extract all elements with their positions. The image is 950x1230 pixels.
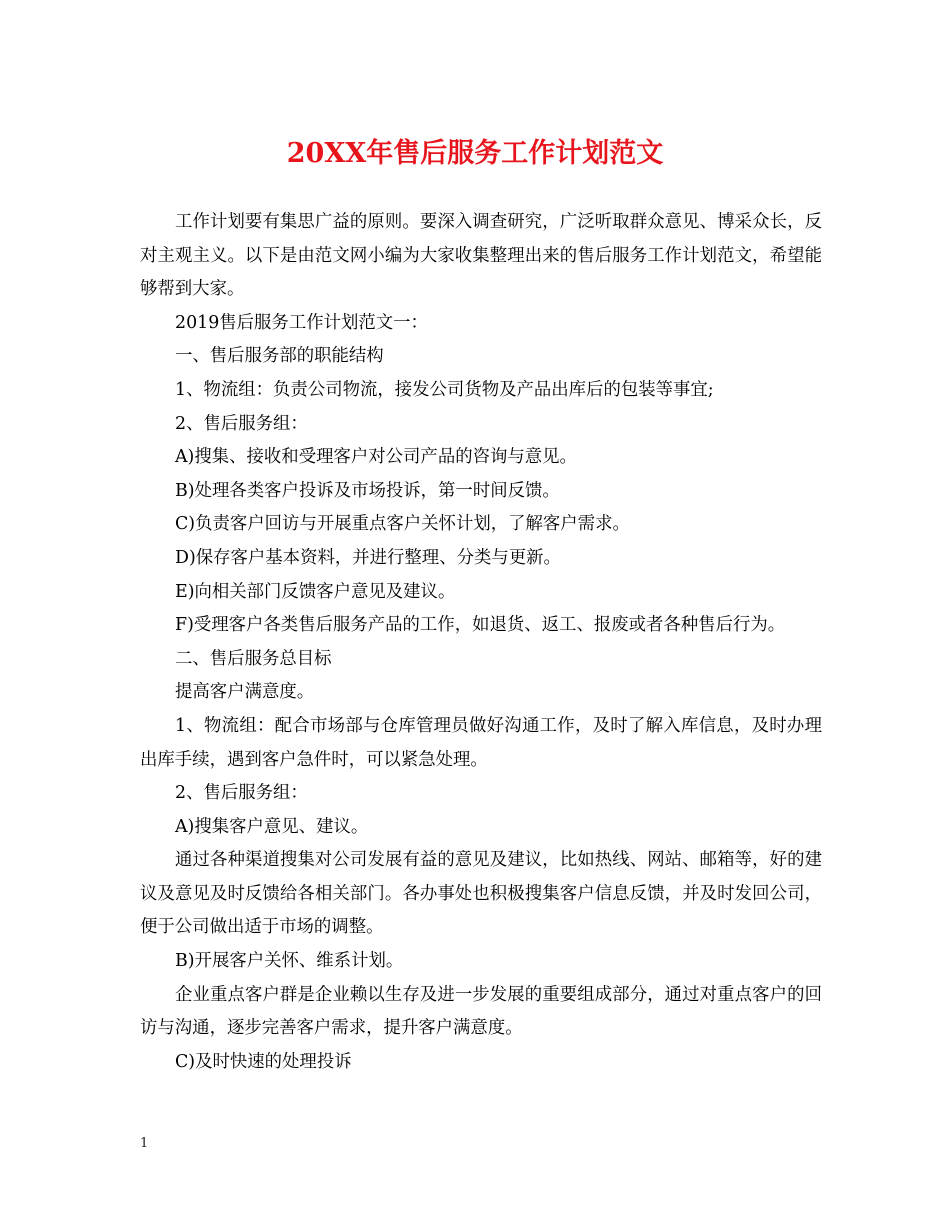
paragraph-item-b: B)处理各类客户投诉及市场投诉，第一时间反馈。 (175, 480, 560, 501)
paragraph-item-a: A)搜集、接收和受理客户对公司产品的咨询与意见。 (175, 447, 577, 468)
paragraph-item-d: D)保存客户基本资料，并进行整理、分类与更新。 (175, 547, 561, 568)
paragraph-heading-goal: 二、售后服务总目标 (175, 648, 332, 669)
paragraph-goal-a: A)搜集客户意见、建议。 (175, 816, 369, 837)
document-body (140, 206, 822, 1079)
paragraph-item-e: E)向相关部门反馈客户意见及建议。 (175, 581, 456, 602)
page-number: 1 (140, 1136, 149, 1151)
paragraph-logistics-duty: 1、物流组：负责公司物流，接发公司货物及产品出库后的包装等事宜; (175, 379, 714, 400)
paragraph-section-heading: 2019售后服务工作计划范文一： (175, 312, 428, 333)
paragraph-goal-a-detail: 通过各种渠道搜集对公司发展有益的意见及建议，比如热线、网站、邮箱等，好的建议及意见及时反馈给各相关部门。各办事处也积极搜集客户信息反馈，并及时发回公司，便于公司做出适于市场的调整。 (140, 850, 822, 938)
paragraph-service-group: 2、售后服务组： (175, 413, 308, 434)
paragraph-goal-c: C)及时快速的处理投诉 (175, 1051, 352, 1072)
paragraph-goal-b: B)开展客户关怀、维系计划。 (175, 951, 404, 972)
paragraph-intro: 工作计划要有集思广益的原则。要深入调查研究，广泛听取群众意见、博采众长，反对主观主义。以下是由范文网小编为大家收集整理出来的售后服务工作计划范文，希望能够帮到大家。 (140, 212, 822, 300)
paragraph-item-c: C)负责客户回访与开展重点客户关怀计划，了解客户需求。 (175, 514, 630, 535)
paragraph-item-f: F)受理客户各类售后服务产品的工作，如退货、返工、报废或者各种售后行为。 (175, 615, 786, 636)
paragraph-logistics-goal: 1、物流组：配合市场部与仓库管理员做好沟通工作，及时了解入库信息，及时办理出库手续，遇到客户急件时，可以紧急处理。 (140, 715, 822, 770)
paragraph-service-group-goal: 2、售后服务组： (175, 783, 308, 804)
paragraph-goal: 提高客户满意度。 (175, 682, 315, 703)
paragraph-goal-b-detail: 企业重点客户群是企业赖以生存及进一步发展的重要组成部分，通过对重点客户的回访与沟通，逐步完善客户需求，提升客户满意度。 (140, 984, 822, 1039)
paragraph-heading-structure: 一、售后服务部的职能结构 (175, 346, 384, 367)
document-title: 20XX年售后服务工作计划范文 (286, 138, 664, 169)
